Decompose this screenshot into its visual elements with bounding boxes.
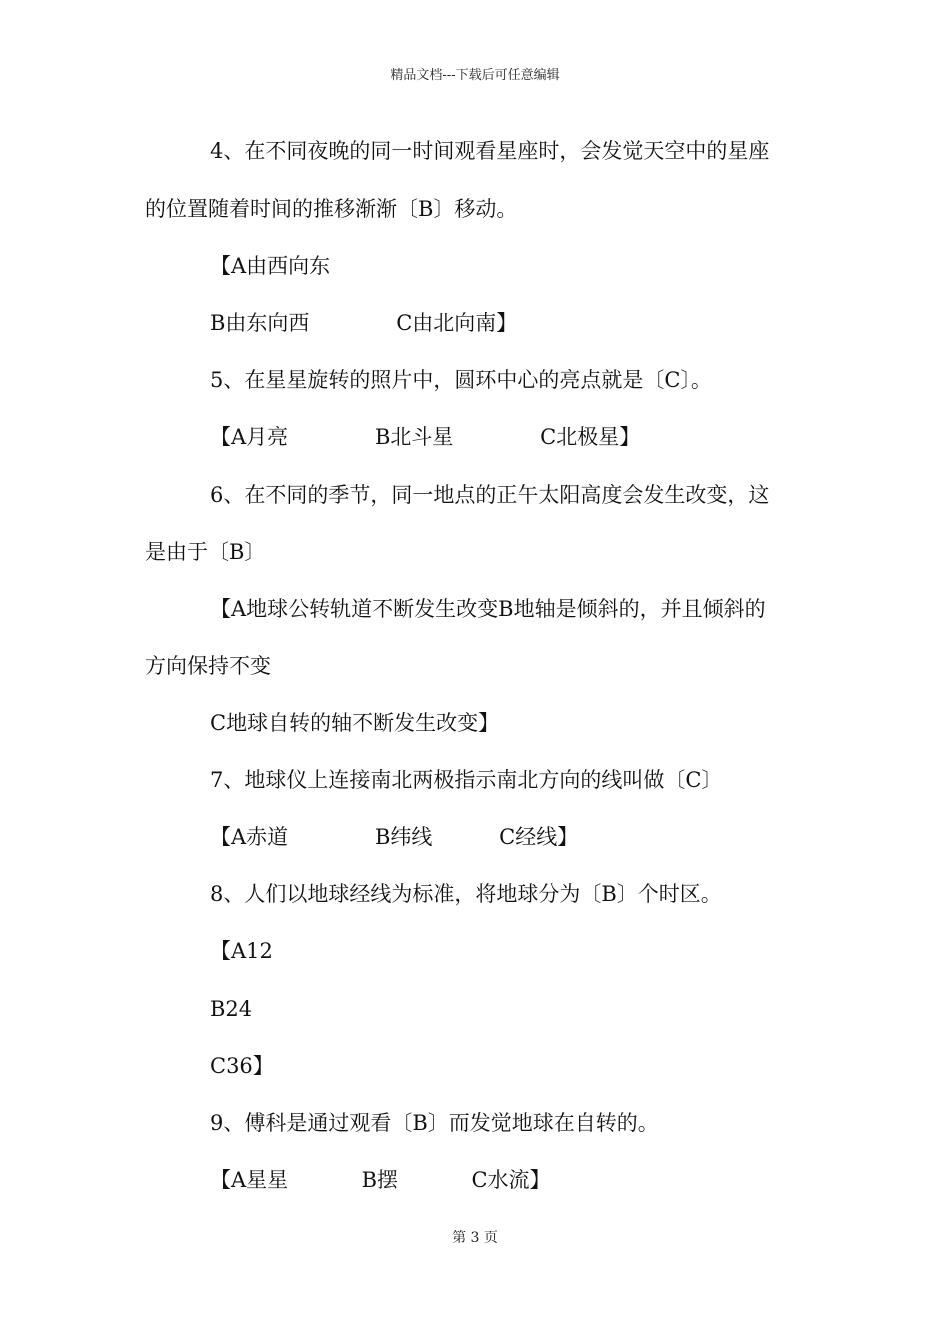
question-6-line-2: 是由于〔B〕 <box>145 540 266 564</box>
question-6-options-line-1: 【A地球公转轨道不断发生改变B地轴是倾斜的，并且倾斜的 <box>210 597 766 621</box>
question-5-options: 【A月亮 B北斗星 C北极星】 <box>210 425 641 449</box>
question-4-option-a: 【A由西向东 <box>210 254 331 278</box>
page-number: 第 3 页 <box>452 1230 498 1246</box>
question-4-line-2: 的位置随着时间的推移渐渐〔B〕移动。 <box>145 197 518 221</box>
question-6-option-c: C地球自转的轴不断发生改变】 <box>210 711 500 735</box>
question-7: 7、地球仪上连接南北两极指示南北方向的线叫做〔C〕 <box>210 768 723 792</box>
question-8-option-c: C36】 <box>210 1054 274 1078</box>
question-7-options: 【A赤道 B纬线 C经线】 <box>210 825 579 849</box>
question-6-options-line-2: 方向保持不变 <box>145 654 271 678</box>
question-8: 8、人们以地球经线为标准，将地球分为〔B〕个时区。 <box>210 882 722 906</box>
page-header: 精品文档---下载后可任意编辑 <box>390 68 560 83</box>
question-9: 9、傅科是通过观看〔B〕而发觉地球在自转的。 <box>210 1111 659 1135</box>
question-6-line-1: 6、在不同的季节，同一地点的正午太阳高度会发生改变，这 <box>210 483 770 507</box>
question-4-line-1: 4、在不同夜晚的同一时间观看星座时，会发觉天空中的星座 <box>210 139 770 163</box>
question-5: 5、在星星旋转的照片中，圆环中心的亮点就是〔C〕。 <box>210 368 712 392</box>
question-8-option-b: B24 <box>210 997 253 1021</box>
question-9-options: 【A星星 B摆 C水流】 <box>210 1168 551 1192</box>
question-8-option-a: 【A12 <box>210 939 273 963</box>
question-4-options-bc: B由东向西 C由北向南】 <box>210 311 518 335</box>
